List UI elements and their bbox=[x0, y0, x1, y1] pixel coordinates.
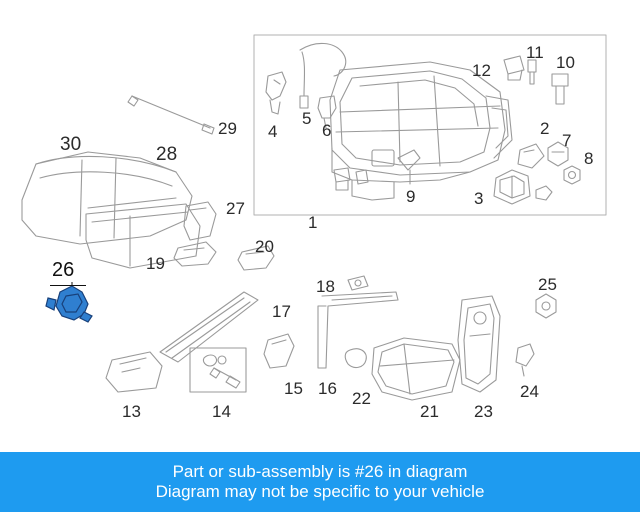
caption-line-secondary: Diagram may not be specific to your vehicle bbox=[155, 482, 485, 501]
callout-12: 12 bbox=[472, 61, 491, 80]
callout-28: 28 bbox=[156, 144, 178, 165]
callout-8: 8 bbox=[584, 149, 594, 168]
callout-17: 17 bbox=[272, 302, 291, 321]
caption-bar bbox=[0, 452, 640, 512]
callout-9: 9 bbox=[406, 187, 416, 206]
highlighted-part-26 bbox=[46, 286, 92, 322]
callout-15: 15 bbox=[284, 379, 303, 398]
callout-26-rule bbox=[50, 285, 86, 286]
callout-7: 7 bbox=[562, 131, 572, 150]
callout-20: 20 bbox=[255, 237, 274, 256]
callout-4: 4 bbox=[268, 122, 278, 141]
callout-11: 11 bbox=[526, 43, 544, 62]
callout-26-highlighted: 26 bbox=[52, 259, 75, 281]
callout-16: 16 bbox=[318, 379, 337, 398]
callout-19: 19 bbox=[146, 254, 165, 273]
caption-line-primary: Part or sub-assembly is #26 in diagram bbox=[172, 462, 468, 481]
callout-22: 22 bbox=[352, 389, 371, 408]
callout-21: 21 bbox=[420, 402, 439, 421]
callout-29: 29 bbox=[218, 119, 237, 138]
callout-6: 6 bbox=[322, 121, 332, 140]
callout-1: 1 bbox=[308, 213, 318, 232]
callout-24: 24 bbox=[520, 382, 539, 401]
callout-30: 30 bbox=[60, 134, 82, 155]
callout-10: 10 bbox=[556, 53, 575, 72]
callout-18: 18 bbox=[316, 277, 335, 296]
callout-27: 27 bbox=[226, 199, 245, 218]
callout-3: 3 bbox=[474, 189, 484, 208]
callout-23: 23 bbox=[474, 402, 493, 421]
callout-5: 5 bbox=[302, 109, 312, 128]
callout-2: 2 bbox=[540, 119, 550, 138]
callout-25: 25 bbox=[538, 275, 557, 294]
callout-13: 13 bbox=[122, 402, 141, 421]
callout-14: 14 bbox=[212, 402, 231, 421]
